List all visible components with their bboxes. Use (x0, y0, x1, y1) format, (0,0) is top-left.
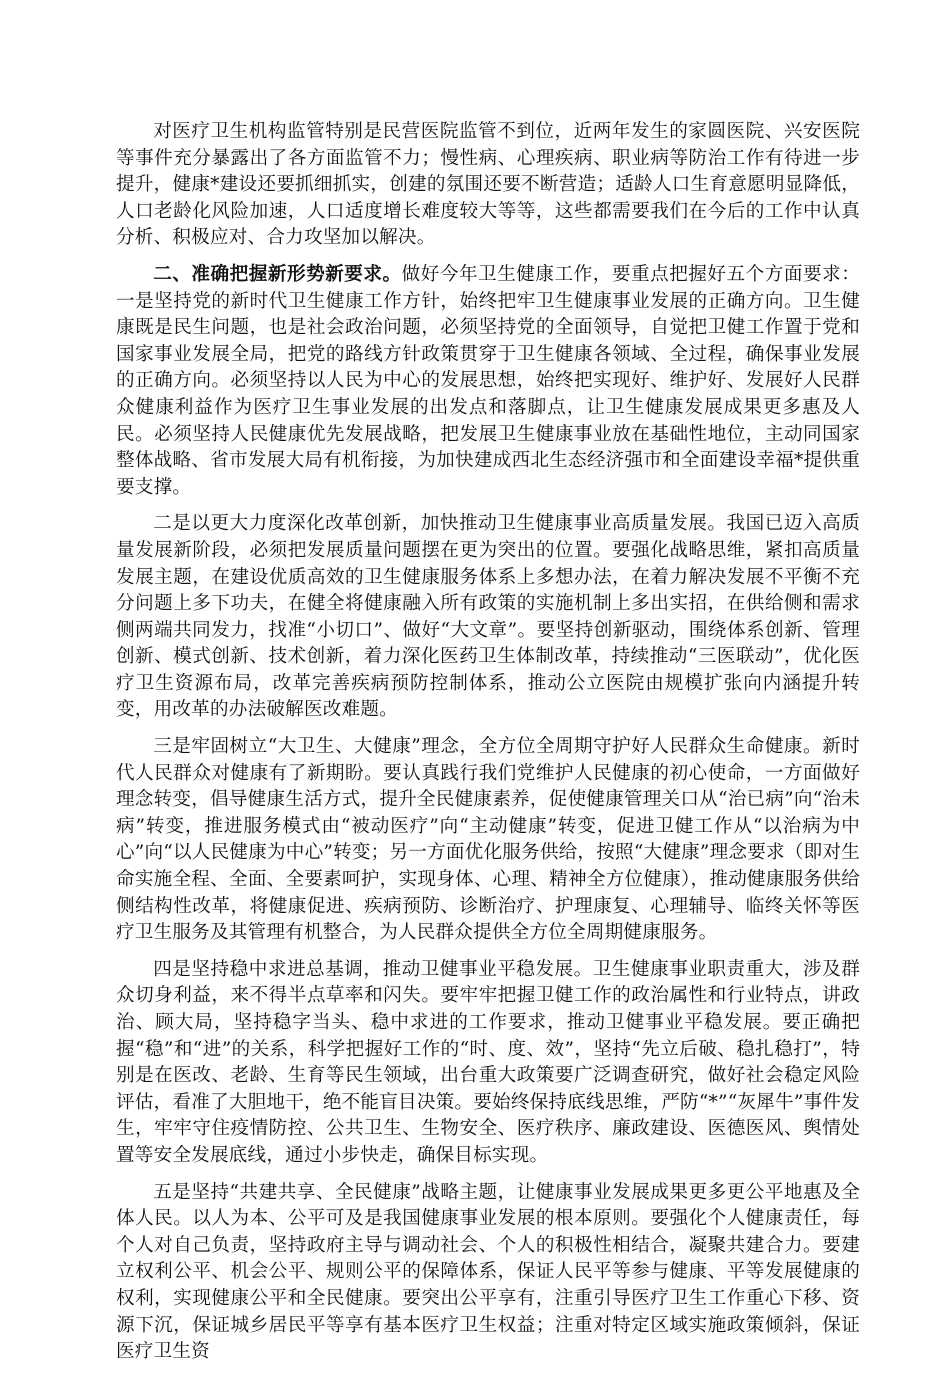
paragraph-text: 做好今年卫生健康工作，要重点把握好五个方面要求：一是坚持党的新时代卫生健康工作方针，始终把牢卫生健康事业发展的正确方向。卫生健康既是民生问题，也是社会政治问题，必须坚持党的全面领导，自觉把卫健工作置于党和国家事业发展全局，把党的路线方针政策贯穿于卫生健康各领域、全过程，确保事业发展的正确方向。必须坚持以人民为中心的发展思想，始终把实现好、维护好、发展好人民群众健康利益作为医疗卫生事业发展的出发点和落脚点，让卫生健康发展成果更多惠及人民。必须坚持人民健康优先发展战略，把发展卫生健康事业放在基础性地位，主动同国家整体战略、省市发展大局有机衔接，为加快建成西北生态经济强市和全面建设幸福*提供重要支撑。 (116, 263, 860, 498)
document-body (116, 119, 860, 1376)
paragraph-text: 四是坚持稳中求进总基调，推动卫健事业平稳发展。卫生健康事业职责重大，涉及群众切身利益，来不得半点草率和闪失。要牢牢把握卫健工作的政治属性和行业特点，讲政治、顾大局，坚持稳字当头、稳中求进的工作要求，推动卫健事业平稳发展。要正确把握“稳”和“进”的关系，科学把握好工作的“时、度、效”，坚持“先立后破、稳扎稳打”，特别是在医改、老龄、生育等民生领域，出台重大政策要广泛调查研究，做好社会稳定风险评估，看准了大胆地干，绝不能盲目决策。要始终保持底线思维，严防“*”“灰犀牛”事件发生，牢牢守住疫情防控、公共卫生、生物安全、医疗秩序、廉政建设、医德医风、舆情处置等安全发展底线，通过小步快走，确保目标实现。 (116, 958, 860, 1166)
section-heading: 二、准确把握新形势新要求。 (153, 263, 402, 285)
paragraph-6 (116, 1180, 860, 1366)
paragraph-text: 二是以更大力度深化改革创新，加快推动卫生健康事业高质量发展。我国已迈入高质量发展新阶段，必须把发展质量问题摆在更为突出的位置。要强化战略思维，紧扣高质量发展主题，在建设优质高效的卫生健康服务体系上多想办法，在着力解决发展不平衡不充分问题上多下功夫，在健全将健康融入所有政策的实施机制上多出实招，在供给侧和需求侧两端共同发力，找准“小切口”、做好“大文章”。要坚持创新驱动，围绕体系创新、管理创新、模式创新、技术创新，着力深化医药卫生体制改革，持续推动“三医联动”，优化医疗卫生资源布局，改革完善疾病预防控制体系，推动公立医院由规模扩张向内涵提升转变，用改革的办法破解医改难题。 (116, 513, 860, 721)
paragraph-1 (116, 119, 860, 252)
paragraph-4 (116, 734, 860, 947)
paragraph-3 (116, 511, 860, 724)
paragraph-5 (116, 957, 860, 1170)
paragraph-text: 五是坚持“共建共享、全民健康”战略主题，让健康事业发展成果更多更公平地惠及全体人民。以人为本、公平可及是我国健康事业发展的根本原则。要强化个人健康责任，每个人对自己负责，坚持政府主导与调动社会、个人的积极性相结合，凝聚共建合力。要建立权利公平、机会公平、规则公平的保障体系，保证人民平等参与健康、平等发展健康的权利，实现健康公平和全民健康。要突出公平享有，注重引导医疗卫生工作重心下移、资源下沉，保证城乡居民平等享有基本医疗卫生权益；注重对特定区域实施政策倾斜，保证医疗卫生资 (116, 1181, 860, 1363)
paragraph-text: 对医疗卫生机构监管特别是民营医院监管不到位，近两年发生的家圆医院、兴安医院等事件充分暴露出了各方面监管不力；慢性病、心理疾病、职业病等防治工作有待进一步提升，健康*建设还要抓细抓实，创建的氛围还要不断营造；适龄人口生育意愿明显降低，人口老龄化风险加速，人口适度增长难度较大等等，这些都需要我们在今后的工作中认真分析、积极应对、合力攻坚加以解决。 (116, 121, 860, 249)
paragraph-2 (116, 262, 860, 501)
paragraph-text: 三是牢固树立“大卫生、大健康”理念，全方位全周期守护好人民群众生命健康。新时代人民群众对健康有了新期盼。要认真践行我们党维护人民健康的初心使命，一方面做好理念转变，倡导健康生活方式，提升全民健康素养，促使健康管理关口从“治已病”向“治未病”转变，推进服务模式由“被动医疗”向“主动健康”转变，促进卫健工作从“以治病为中心”向“以人民健康为中心”转变；另一方面优化服务供给，按照“大健康”理念要求（即对生命实施全程、全面、全要素呵护，实现身体、心理、精神全方位健康），推动健康服务供给侧结构性改革，将健康促进、疾病预防、诊断治疗、护理康复、心理辅导、临终关怀等医疗卫生服务及其管理有机整合，为人民群众提供全方位全周期健康服务。 (116, 736, 860, 944)
